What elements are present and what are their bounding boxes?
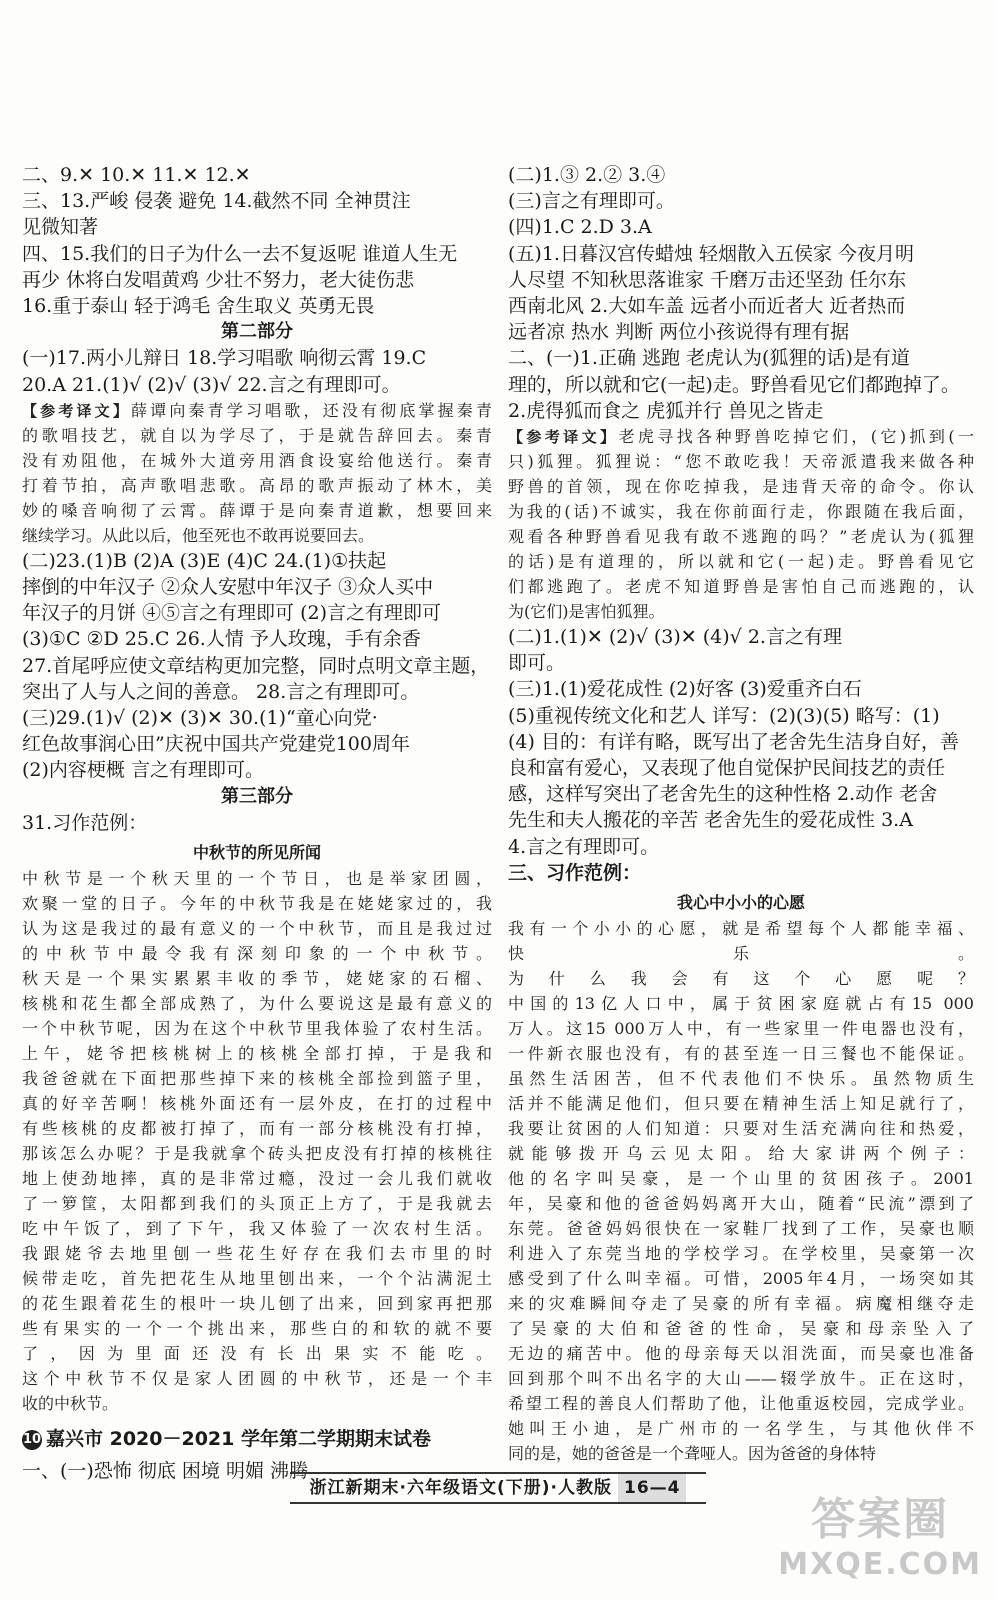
answer-line: (二)1.(1)✕ (2)√ (3)✕ (4)√ 2.言之有理 <box>508 626 842 649</box>
answer-line: (三)1.(1)爱花成性 (2)好客 (3)爱重齐白石 <box>508 678 862 701</box>
essay-intro-right: 三、习作范例： <box>508 861 642 884</box>
reference-translation <box>22 398 492 548</box>
answer-line: 三、13.严峻 侵袭 避免 14.截然不同 全神贯注 <box>22 190 411 213</box>
answer-line: 20.A 21.(1)√ (2)√ (3)√ 22.言之有理即可。 <box>22 373 401 396</box>
essay-title: 中秋节的所见所闻 <box>192 843 321 863</box>
answer-line: (四)1.C 2.D 3.A <box>508 216 652 239</box>
essay-line: 核桃和花生都全部成熟了，为什么要说这是最有意义的 <box>22 994 492 1014</box>
answer-line: 27.首尾呼应使文章结构更加完整，同时点明文章主题， <box>22 654 490 677</box>
answer-line: 二、(一)1.正确 逃跑 老虎认为(狐狸的话)是有道 <box>508 347 910 370</box>
answer-line: (5)重视传统文化和艺人 详写：(2)(3)(5) 略写：(1) <box>508 704 940 727</box>
answer-line: (4) 目的：有详有略，既写出了老舍先生洁身自好，善 <box>508 730 959 753</box>
essay-body-right <box>508 916 974 1466</box>
exam-title: 嘉兴市 2020－2021 学年第二学期期末试卷 <box>46 1428 431 1451</box>
reference-line: 只)狐狸。狐狸说：“您不敢吃我！天帝派遣我来做各种 <box>508 452 974 472</box>
section-title-part2: 第二部分 <box>221 321 293 343</box>
answers-part2-a <box>22 345 492 397</box>
answer-line: 即可。 <box>508 652 566 675</box>
answer-line: (三)29.(1)√ (2)✕ (3)✕ 30.(1)“童心向党· <box>22 707 378 730</box>
answers-part2-b <box>22 548 492 784</box>
reference-line: 观看各种野兽看见我有敢不逃跑的吗？”老虎认为(狐狸 <box>508 527 974 547</box>
essay-line: 东莞。爸爸妈妈很快在一家鞋厂找到了工作，吴豪也顺 <box>508 1219 974 1239</box>
essay-line: 欢聚一堂的日子。今年的中秋节我是在姥姥家过的，我 <box>22 894 492 914</box>
essay-line: 那该怎么办呢？于是我就拿个砖头把皮没有打掉的核桃往 <box>22 1144 492 1164</box>
essay-line: 候带走吃，首先把花生从地里刨出来，一个个沾满泥土 <box>22 1269 492 1289</box>
essay-title-right: 我心中小小的心愿 <box>676 893 805 913</box>
answer-line: 理的，所以就和它(一起)走。野兽看见它们都跑掉了。 <box>508 373 960 396</box>
watermark-line1: 答案圈 <box>811 1494 950 1545</box>
answer-line: (五)1.日暮汉宫传蜡烛 轻烟散入五侯家 今夜月明 <box>508 242 915 265</box>
answer-line: 二、9.✕ 10.✕ 11.✕ 12.✕ <box>22 164 251 186</box>
essay-line: 些有果实的一个一个挑出来，那些白的和软的就不要 <box>22 1319 492 1339</box>
essay-line: 就能够拨开乌云见太阳。给大家讲两个例子： <box>508 1144 974 1164</box>
reference-line: 妙的嗓音响彻了云霄。薛谭于是向秦青道歉，想要回来 <box>22 500 492 520</box>
answer-line: 16.重于泰山 轻于鸿毛 舍生取义 英勇无畏 <box>22 295 375 318</box>
answer-line: (二)1.③ 2.② 3.④ <box>508 164 666 186</box>
answer-line: (3)①C ②D 25.C 26.人情 予人玫瑰，手有余香 <box>22 628 421 651</box>
answer-line: 年汉子的月饼 ④⑤言之有理即可 (2)言之有理即可 <box>22 602 441 625</box>
essay-line: 快乐。 <box>508 944 974 964</box>
essay-line: 一件新衣服也没有，有的甚至连一日三餐也不能保证。 <box>508 1044 974 1064</box>
answer-line: 西南北风 2.大如车盖 远者小而近者大 近者热而 <box>508 295 906 318</box>
answer-line: 2.虎得狐而食之 虎狐并行 兽见之皆走 <box>508 399 824 422</box>
essay-line: 真的好辛苦啊！核桃外面还有一层外皮，在打的过程中 <box>22 1094 492 1114</box>
essay-line: 他的名字叫吴豪，是一个山里的贫困孩子。2001 <box>508 1169 974 1189</box>
exam-question: 一、(一)恐怖 彻底 困境 明媚 沸腾 <box>22 1460 308 1483</box>
reference-line: 打着节拍，高声歌唱悲歌。高昂的歌声振动了林木，美 <box>22 475 492 495</box>
essay-line: 有些核桃的皮都被打掉了，而有一部分核桃没有打掉， <box>22 1119 492 1139</box>
essay-line: 无边的痛苦中。他的母亲每天以泪洗面，而吴豪也准备 <box>508 1344 974 1364</box>
essay-line: 了，因为里面还没有长出果实不能吃。 <box>22 1344 492 1364</box>
essay-line: 年，吴豪和他的爸爸妈妈离开大山，随着“民流”漂到了 <box>508 1194 974 1214</box>
essay-line: 认为这是我过的最有意义的一个中秋节，而且是我过过 <box>22 919 492 939</box>
essay-line: 感受到了什么叫幸福。可惜，2005年4月，一场突如其 <box>508 1269 974 1289</box>
essay-line: 的中秋节中最令我有深刻印象的一个中秋节。 <box>22 944 492 964</box>
reference-line: 的歌唱技艺，就自以为学尽了，于是就告辞回去。秦青 <box>22 425 492 445</box>
reference-first-line: 老虎寻找各种野兽吃掉它们，(它)抓到(一 <box>618 427 974 447</box>
footer-title: 浙江新期末·六年级语文(下册)·人教版 <box>309 1478 612 1498</box>
left-column <box>22 162 492 1485</box>
essay-line: 同的是，她的爸爸是一个聋哑人。因为爸爸的身体特 <box>508 1444 877 1464</box>
essay-line: 我有一个小小的心愿，就是希望每个人都能幸福、 <box>508 919 974 939</box>
answer-line: 远者凉 热水 判断 两位小孩说得有理有据 <box>508 321 850 344</box>
answer-line: 摔倒的中年汉子 ②众人安慰中年汉子 ③众人买中 <box>22 576 434 599</box>
essay-line: 她叫王小迪，是广州市的一名学生，与其他伙伴不 <box>508 1419 974 1439</box>
essay-line: 希望工程的善良人们帮助了他，让他重返校园，完成学业。 <box>508 1394 974 1414</box>
essay-line: 上午，姥爷把核桃树上的核桃全部打掉，于是我和 <box>22 1044 492 1064</box>
reference-first-line: 薛谭向秦青学习唱歌，还没有彻底掌握秦青 <box>131 400 492 420</box>
answer-line: 良和富有爱心，又表现了他自觉保护民间技艺的责任 <box>508 757 946 780</box>
reference-line: 为我的(话)不诚实，我在你前面行走，你跟随在我后面， <box>508 502 974 522</box>
essay-line: 利进入了东莞当地的学校学习。在学校里，吴豪第一次 <box>508 1244 974 1264</box>
exam-heading <box>22 1426 492 1452</box>
watermark-logo <box>778 1483 982 1582</box>
reference-label: 【参考译文】 <box>508 428 619 447</box>
essay-line: 我爸爸就在下面把那些掉下来的核桃全部捡到篮子里， <box>22 1069 492 1089</box>
answers-right-part1 <box>508 162 974 424</box>
essay-line: 我跟姥爷去地里刨一些花生好存在我们去市里的时 <box>22 1244 492 1264</box>
section-title-part3: 第三部分 <box>221 785 293 807</box>
essay-line: 这个中秋节不仅是家人团圆的中秋节，还是一个丰 <box>22 1369 492 1389</box>
answer-line: (2)内容梗概 言之有理即可。 <box>22 759 264 782</box>
answer-line: 红色故事润心田”庆祝中国共产党建党100周年 <box>22 733 410 756</box>
essay-line: 了吴豪的大伯和爸爸的性命，吴豪和母亲坠入了 <box>508 1319 974 1339</box>
essay-line: 来的灾难瞬间夺走了吴豪的所有幸福。病魔相继夺走 <box>508 1294 974 1314</box>
essay-line: 万人。这15 000万人中，有一些家里一件电器也没有， <box>508 1019 974 1039</box>
essay-line: 回到那个叫不出名字的大山——辍学放牛。正在这时， <box>508 1369 974 1389</box>
essay-line: 虽然生活困苦，但不代表他们不快乐。虽然物质生 <box>508 1069 974 1089</box>
page-number: 16—4 <box>618 1474 687 1502</box>
answer-line: 人尽望 不知秋思落谁家 千磨万击还坚劲 任尔东 <box>508 268 907 291</box>
essay-line: 中国的13亿人口中，属于贫困家庭就占有15 000 <box>508 994 974 1014</box>
reference-line: 野兽的首领，现在你吃掉我，是违背天帝的命令。你认 <box>508 477 974 497</box>
essay-line: 活并不能满足他们，但只要在精神生活上知足就行了， <box>508 1094 974 1114</box>
reference-line: 们都逃跑了。老虎不知道野兽是害怕自己而逃跑的，认 <box>508 577 974 597</box>
answer-line: (三)言之有理即可。 <box>508 190 675 213</box>
essay-line: 的花生跟着花生的根叶一块儿刨了出来，回到家再把那 <box>22 1294 492 1314</box>
essay-line: 了一箩筐，太阳都到我们的头顶正上方了，于是我就去 <box>22 1194 492 1214</box>
essay-body <box>22 866 492 1416</box>
answer-line: 先生和夫人搬花的辛苦 老舍先生的爱花成性 3.A <box>508 809 913 832</box>
answers-part1 <box>22 162 492 319</box>
reference-line: 为(它们)是害怕狐狸。 <box>508 602 665 622</box>
answer-line: 再少 休将白发唱黄鸡 少壮不努力，老大徒伤悲 <box>22 268 415 291</box>
reference-label: 【参考译文】 <box>22 401 131 420</box>
reference-translation-right <box>508 424 974 624</box>
essay-line: 中秋节是一个秋天里的一个节日，也是举家团圆， <box>22 869 492 889</box>
page-footer <box>290 1472 706 1504</box>
reference-line: 的话)是有道理的，所以就和它(一起)走。野兽看见它 <box>508 552 974 572</box>
answer-line: 4.言之有理即可。 <box>508 835 660 858</box>
answer-line: 见微知著 <box>22 216 99 239</box>
essay-line: 我要让贫困的人们知道：只要对生活充满向往和热爱， <box>508 1119 974 1139</box>
essay-intro: 31.习作范例： <box>22 811 148 834</box>
answer-line: 感，这样写突出了老舍先生的这种性格 2.动作 老舍 <box>508 783 938 806</box>
right-column <box>508 162 974 1466</box>
answer-line: (一)17.两小儿辩日 18.学习唱歌 响彻云霄 19.C <box>22 347 427 370</box>
exam-number-badge: 10 <box>22 1430 42 1450</box>
answer-line: (二)23.(1)B (2)A (3)E (4)C 24.(1)①扶起 <box>22 549 387 572</box>
essay-line: 一个中秋节呢，因为在这个中秋节里我体验了农村生活。 <box>22 1019 492 1039</box>
answer-line: 突出了人与人之间的善意。 28.言之有理即可。 <box>22 680 420 703</box>
essay-line: 吃中午饭了，到了下午，我又体验了一次农村生活。 <box>22 1219 492 1239</box>
watermark-line2: MXQE.COM <box>778 1547 982 1582</box>
reference-line: 没有劝阻他，在城外大道旁用酒食设宴给他送行。秦青 <box>22 450 492 470</box>
essay-line: 地上使劲地摔，真的是非常过瘾，没过一会儿我们就收 <box>22 1169 492 1189</box>
answer-line: 四、15.我们的日子为什么一去不复返呢 谁道人生无 <box>22 242 458 265</box>
answers-right-part2 <box>508 624 974 860</box>
essay-line: 秋天是一个果实累累丰收的季节，姥姥家的石榴、 <box>22 969 492 989</box>
reference-line: 继续学习。从此以后，他至死也不敢再说要回去。 <box>22 525 375 545</box>
essay-line: 为什么我会有这个心愿呢？ <box>508 969 974 989</box>
essay-line: 收的中秋节。 <box>22 1394 119 1414</box>
